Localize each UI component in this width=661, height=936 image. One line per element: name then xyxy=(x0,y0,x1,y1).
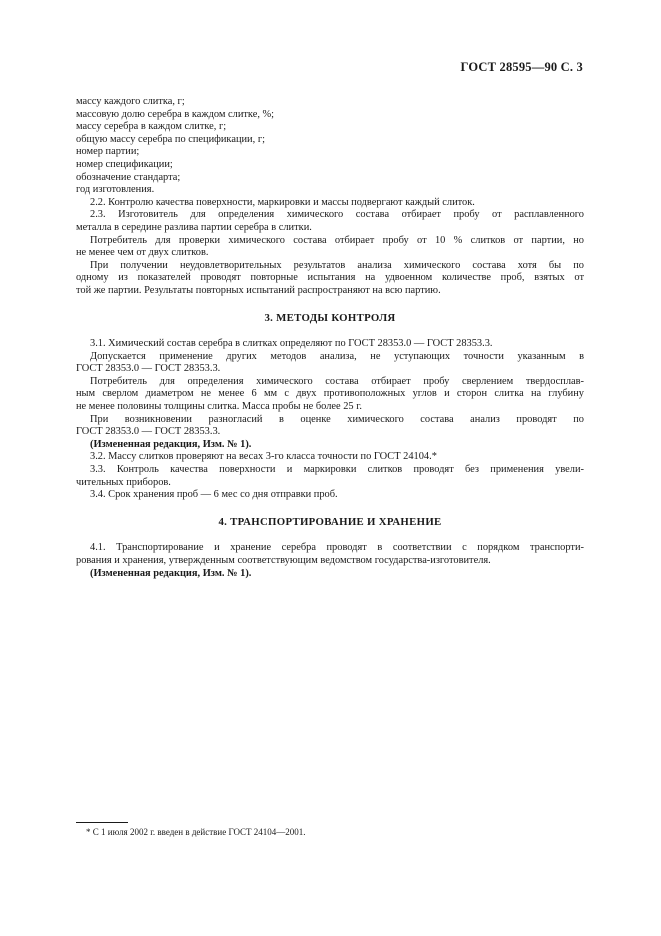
paragraph-3-3-line-1: 3.3. Контроль качества поверхности и маркировки слитков проводят без применения увели- xyxy=(90,464,584,476)
paragraph-2-2: 2.2. Контролю качества поверхности, маркировки и массы подвергают каждый слиток. xyxy=(90,196,475,208)
paragraph-repeat-line-3: той же партии. Результаты повторных испытаний распространяют на всю партию. xyxy=(76,284,441,296)
paragraph-disputes-line-2: ГОСТ 28353.0 — ГОСТ 28353.3. xyxy=(76,426,221,438)
list-item: номер спецификации; xyxy=(76,158,173,170)
paragraph-4-1-line-1: 4.1. Транспортирование и хранение серебра проводят в соответствии с порядком транспорти- xyxy=(90,542,584,554)
list-block xyxy=(76,96,584,197)
paragraph-3-3-line-2: чительных приборов. xyxy=(76,476,171,488)
page-header: ГОСТ 28595—90 С. 3 xyxy=(460,60,583,74)
paragraph-3-4: 3.4. Срок хранения проб — 6 мес со дня отправки проб. xyxy=(90,489,338,501)
paragraph-repeat-line-2: одному из показателей проводят повторные испытания на удвоенном количестве проб, взятых от xyxy=(76,272,584,284)
list-item: год изготовления. xyxy=(76,184,155,196)
paragraph-3-2: 3.2. Массу слитков проверяют на весах 3-го класса точности по ГОСТ 24104.* xyxy=(90,451,437,463)
list-item: общую массу серебра по спецификации, г; xyxy=(76,133,265,145)
paragraph-2-3-line-1: 2.3. Изготовитель для определения химического состава отбирает пробу от расплавленного xyxy=(90,209,584,221)
list-item: обозначение стандарта; xyxy=(76,171,181,183)
paragraph-repeat-line-1: При получении неудовлетворительных результатов анализа химического состава хотя бы по xyxy=(90,259,584,271)
paragraph-consumer-line-2: не менее чем от двух слитков. xyxy=(76,247,209,259)
edit-note: (Измененная редакция, Изм. № 1). xyxy=(90,567,252,579)
paragraph-3-1: 3.1. Химический состав серебра в слитках определяют по ГОСТ 28353.0 — ГОСТ 28353.3. xyxy=(90,338,493,350)
paragraph-consumer-line-1: Потребитель для проверки химического состава отбирает пробу от 10 % слитков от партии, но xyxy=(90,234,584,246)
paragraph-2-3-line-2: металла в середине разлива партии серебра в слитки. xyxy=(76,221,312,233)
footnote-divider xyxy=(76,822,128,823)
list-item: массу серебра в каждом слитке, г; xyxy=(76,121,227,133)
list-item: массу каждого слитка, г; xyxy=(76,96,185,107)
edit-note: (Измененная редакция, Изм. № 1). xyxy=(90,438,252,450)
paragraph-disputes-line-1: При возникновении разногласий в оценке химического состава анализ проводят по xyxy=(90,413,584,425)
paragraph-other-methods-line-1: Допускается применение других методов анализа, не уступающих точности указанным в xyxy=(90,350,584,362)
footnote: * С 1 июля 2002 г. введен в действие ГОСТ 24104—2001. xyxy=(86,827,306,837)
section-4-title: 4. ТРАНСПОРТИРОВАНИЕ И ХРАНЕНИЕ xyxy=(218,515,442,528)
paragraph-other-methods-line-2: ГОСТ 28353.0 — ГОСТ 28353.3. xyxy=(76,363,221,375)
paragraph-drilling-line-3: не менее половины толщины слитка. Масса пробы не более 25 г. xyxy=(76,401,362,413)
paragraph-drilling-line-2: ным сверлом диаметром не менее 6 мм с двух противоположных углов и сторон слитка на глубину xyxy=(76,388,584,400)
list-item: номер партии; xyxy=(76,146,140,158)
paragraph-drilling-line-1: Потребитель для определения химического состава отбирает пробу сверлением твердосплав- xyxy=(90,375,584,387)
document-body xyxy=(76,96,584,580)
section-3-title: 3. МЕТОДЫ КОНТРОЛЯ xyxy=(264,311,396,324)
paragraph-4-1-line-2: рования и хранения, утвержденным соответствующим ведомством государства-изготовителя. xyxy=(76,555,491,566)
list-item: массовую долю серебра в каждом слитке, %; xyxy=(76,108,275,120)
